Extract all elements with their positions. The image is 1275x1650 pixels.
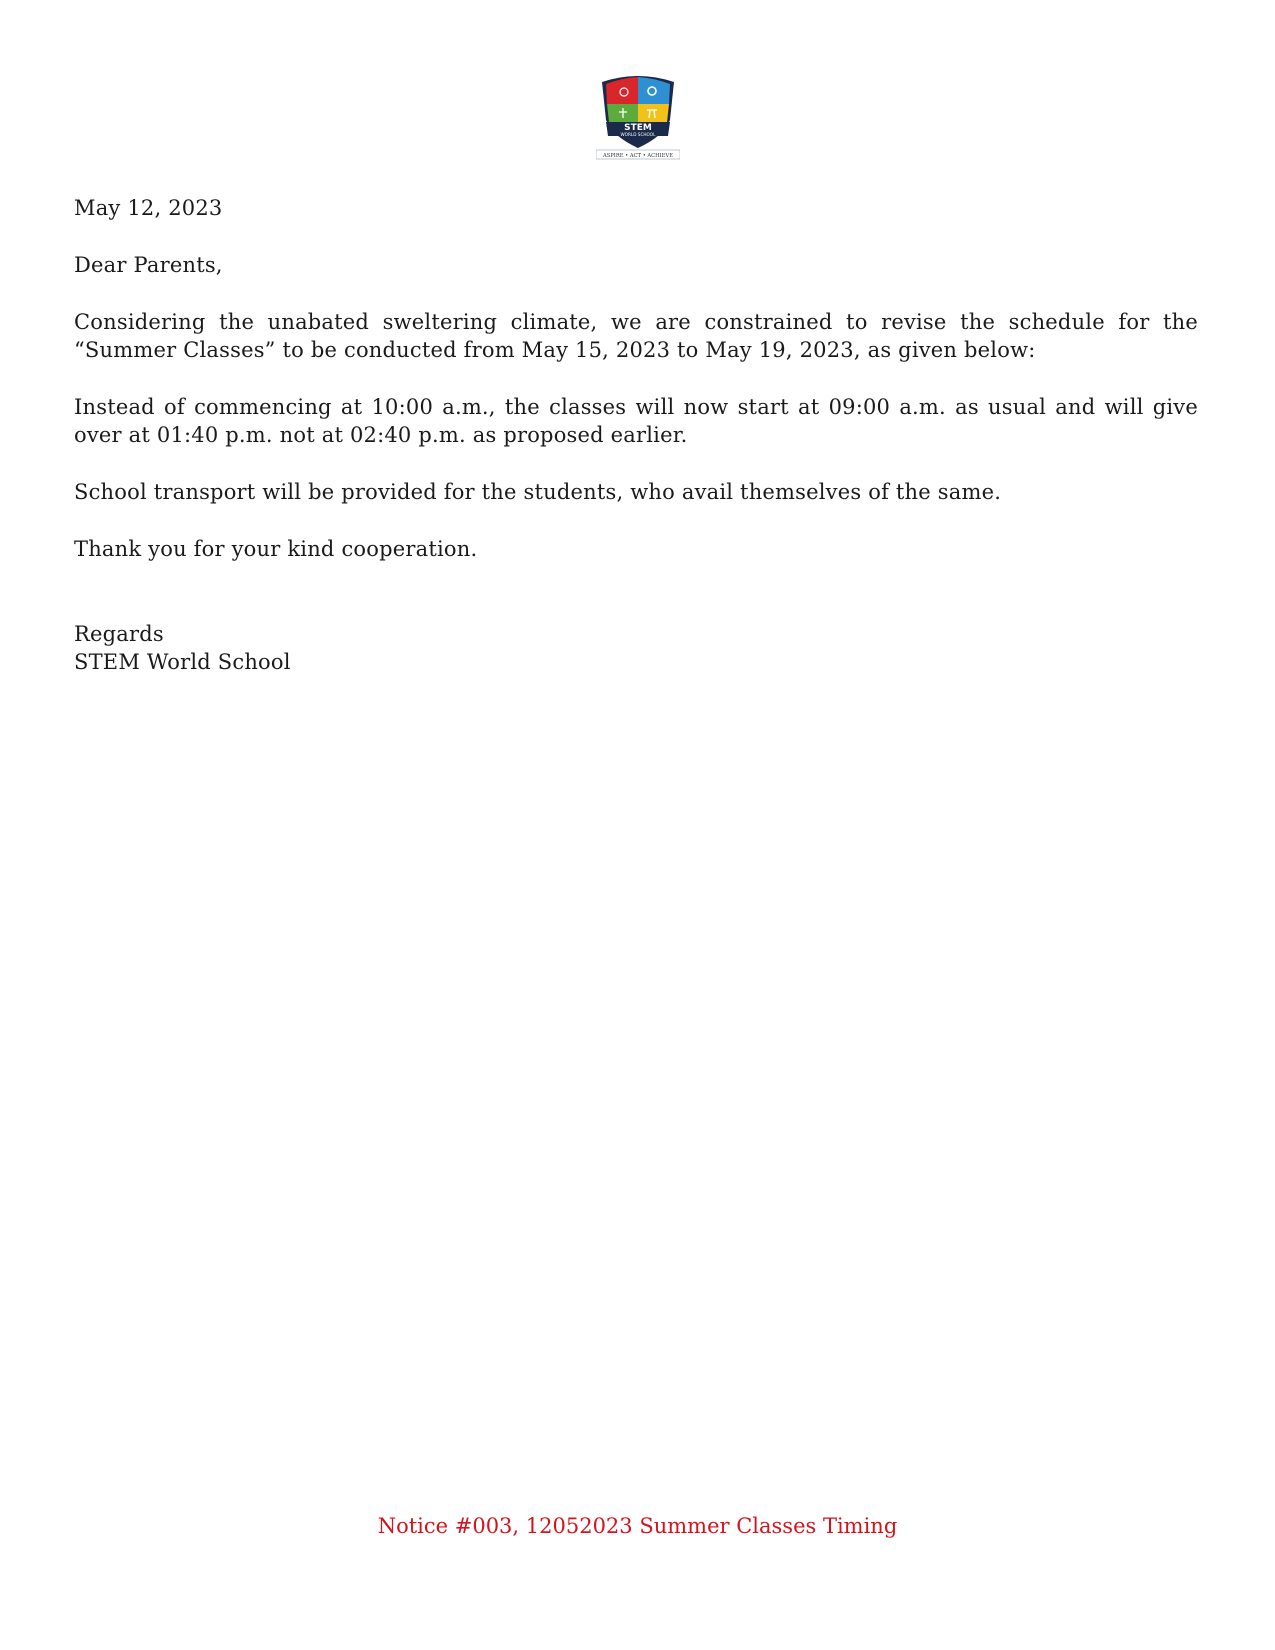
logo-name: STEM — [624, 123, 652, 133]
letter-date: May 12, 2023 — [74, 196, 223, 220]
letter-salutation: Dear Parents, — [74, 253, 223, 277]
school-logo — [596, 70, 680, 166]
letter-paragraph: Thank you for your kind cooperation. — [74, 537, 478, 561]
letter-paragraph: Considering the unabated sweltering climate, we are constrained to revise the schedule for the “Summer Classes” to be conducted from May 15, 2023 to May 19, 2023, as given below: — [74, 310, 1198, 362]
logo-subtitle: WORLD SCHOOL — [620, 132, 656, 137]
notice-footer: Notice #003, 12052023 Summer Classes Timing — [377, 1514, 898, 1538]
shield-logo-icon — [596, 70, 680, 166]
letter-closing: Regards — [74, 622, 164, 646]
letter-signature: STEM World School — [74, 650, 291, 674]
letter-paragraph: School transport will be provided for the students, who avail themselves of the same. — [74, 480, 1002, 504]
logo-motto: ASPIRE • ACT • ACHIEVE — [602, 153, 674, 159]
letter-paragraph: Instead of commencing at 10:00 a.m., the classes will now start at 09:00 a.m. as usual and will give over at 01:40 p.m. not at 02:40 p.m. as proposed earlier. — [74, 395, 1198, 447]
letter-body — [74, 194, 1198, 676]
